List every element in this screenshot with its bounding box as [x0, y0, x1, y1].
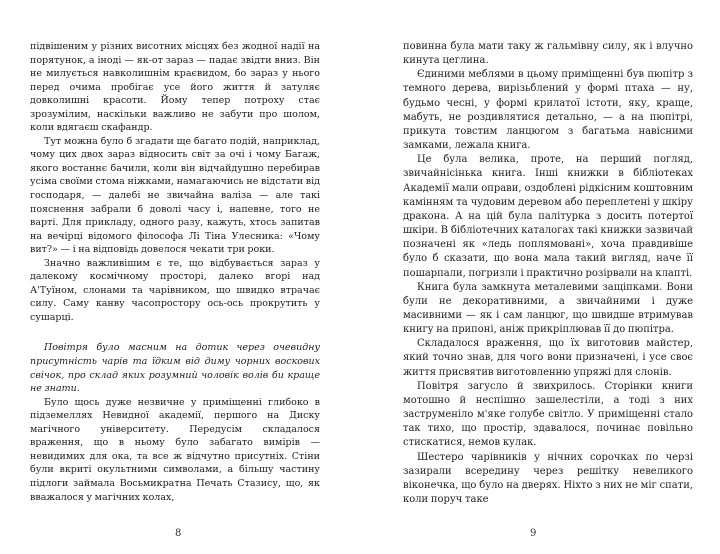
left-page-text — [30, 40, 320, 504]
paragraph: Складалося враження, що їх виготовив майстер, який точно знав, для чого вони призначені, і усе своє життя присвятив виготовленню упряжі для слонів. — [403, 338, 693, 378]
paragraph: Єдиними меблями в цьому приміщенні був пюпітр з темного дерева, вирізьблений у формі птаха — ну, будьмо чесні, у формі крилатої істоти, яку, краще, мабуть, не роздивлятися детально, — а на пюпітрі, прикута товстим ланцюгом з багатьма навісними замками, лежала книга. — [403, 69, 693, 152]
paragraph: Було щось дуже незвичне у приміщенні глибоко в підземеллях Невидної академії, першого на Диску магічного університету. Передусім складалося враження, що в ньому було забагато вимірів — невидимих для ока, та все ж відчутно присутніх. Стіни були вкриті окультними символами, а більшу частину підлоги займала Восьмикратна Печать Стазису, що, як вважалося у магічних колах, — [30, 396, 320, 503]
right-page — [360, 0, 720, 554]
paragraph: Шестеро чарівників у нічних сорочках по черзі зазирали всередину через решітку невеликого віконечка, що було на дверях. Ніхто з них не міг спати, коли поруч таке — [403, 451, 693, 505]
page-number: 9 — [530, 528, 537, 539]
italic-paragraph: Повітря було масним на дотик через очевидну присутність чарів та їдким від диму чорних воскових свічок, про склад яких розумний чоловік волів би краще не знати. — [30, 342, 320, 395]
page-number: 8 — [175, 528, 182, 539]
paragraph: Книга була замкнута металевими защіпками. Вони були не декоративними, а звичайними і дуже масивними — як і сам ланцюг, що швидше втримував книгу на припоні, аніж прикріплював її до пюпітра. — [403, 281, 693, 336]
paragraph: Значно важливішим є те, що відбувається зараз у далекому космічному просторі, далеко вгорі над А'Туїном, слонами та чарівником, що швидко втрачає силу. Саму канву часопростору ось-ось прокрутить у сушарці. — [30, 257, 320, 323]
paragraph: підвішеним у різних висотних місцях без жодної надії на порятунок, а іноді — як-от зараз — падає звідти вниз. Він не милується навколишнім краєвидом, бо зараз у нього перед очима пробігає усе його життя й затуляє довколишні красоти. Йому тепер потроху стає зрозумілим, наскільки важливо не забути про шолом, коли вдягаєш скафандр. — [30, 41, 320, 134]
paragraph: Тут можна було б згадати ще багато подій, наприклад, чому цих двох зараз відносить світ за очі і чому Багаж, якого востаннє бачили, коли він відчайдушно перебирав усіма своїми стома ніжками, намагаючись не відстати від господаря, — далебі не звичайна валіза — але такі пояснення забрали б доволі часу і, напевне, того не варті. Для прикладу, одного разу, кажуть, хтось запитав на вечірці відомого філософа Лі Тіна Улесника: «Чому вит?» — і на відповідь довелося чекати три роки. — [30, 135, 320, 256]
paragraph: повинна була мати таку ж гальмівну силу, як і влучно кинута цеглина. — [403, 41, 693, 67]
paragraph: Це була велика, проте, на перший погляд, звичайнісінька книга. Інші книжки в бібліотеках Академії мали оправи, оздоблені рідкісним коштовним камінням та чудовим деревом або переплетені у шкіру дракона. А на цій була палітурка з досить потертої шкіри. В бібліотечних каталогах такі книжки зазвичай позначені як «ледь поплямовані», хоча правдивіше було б сказати, що вона мала такий вигляд, наче її пошарпали, погризли і практично розірвали на клапті. — [403, 154, 693, 279]
paragraph: Повітря загусло й звихрилось. Сторінки книги мотошно й неспішно зашелестіли, а тоді з них заструменіло м'яке голубе світло. У приміщенні стало так тихо, що простір, здавалося, починає повільно стискатися, немов кулак. — [403, 380, 693, 449]
right-page-text — [403, 40, 693, 507]
